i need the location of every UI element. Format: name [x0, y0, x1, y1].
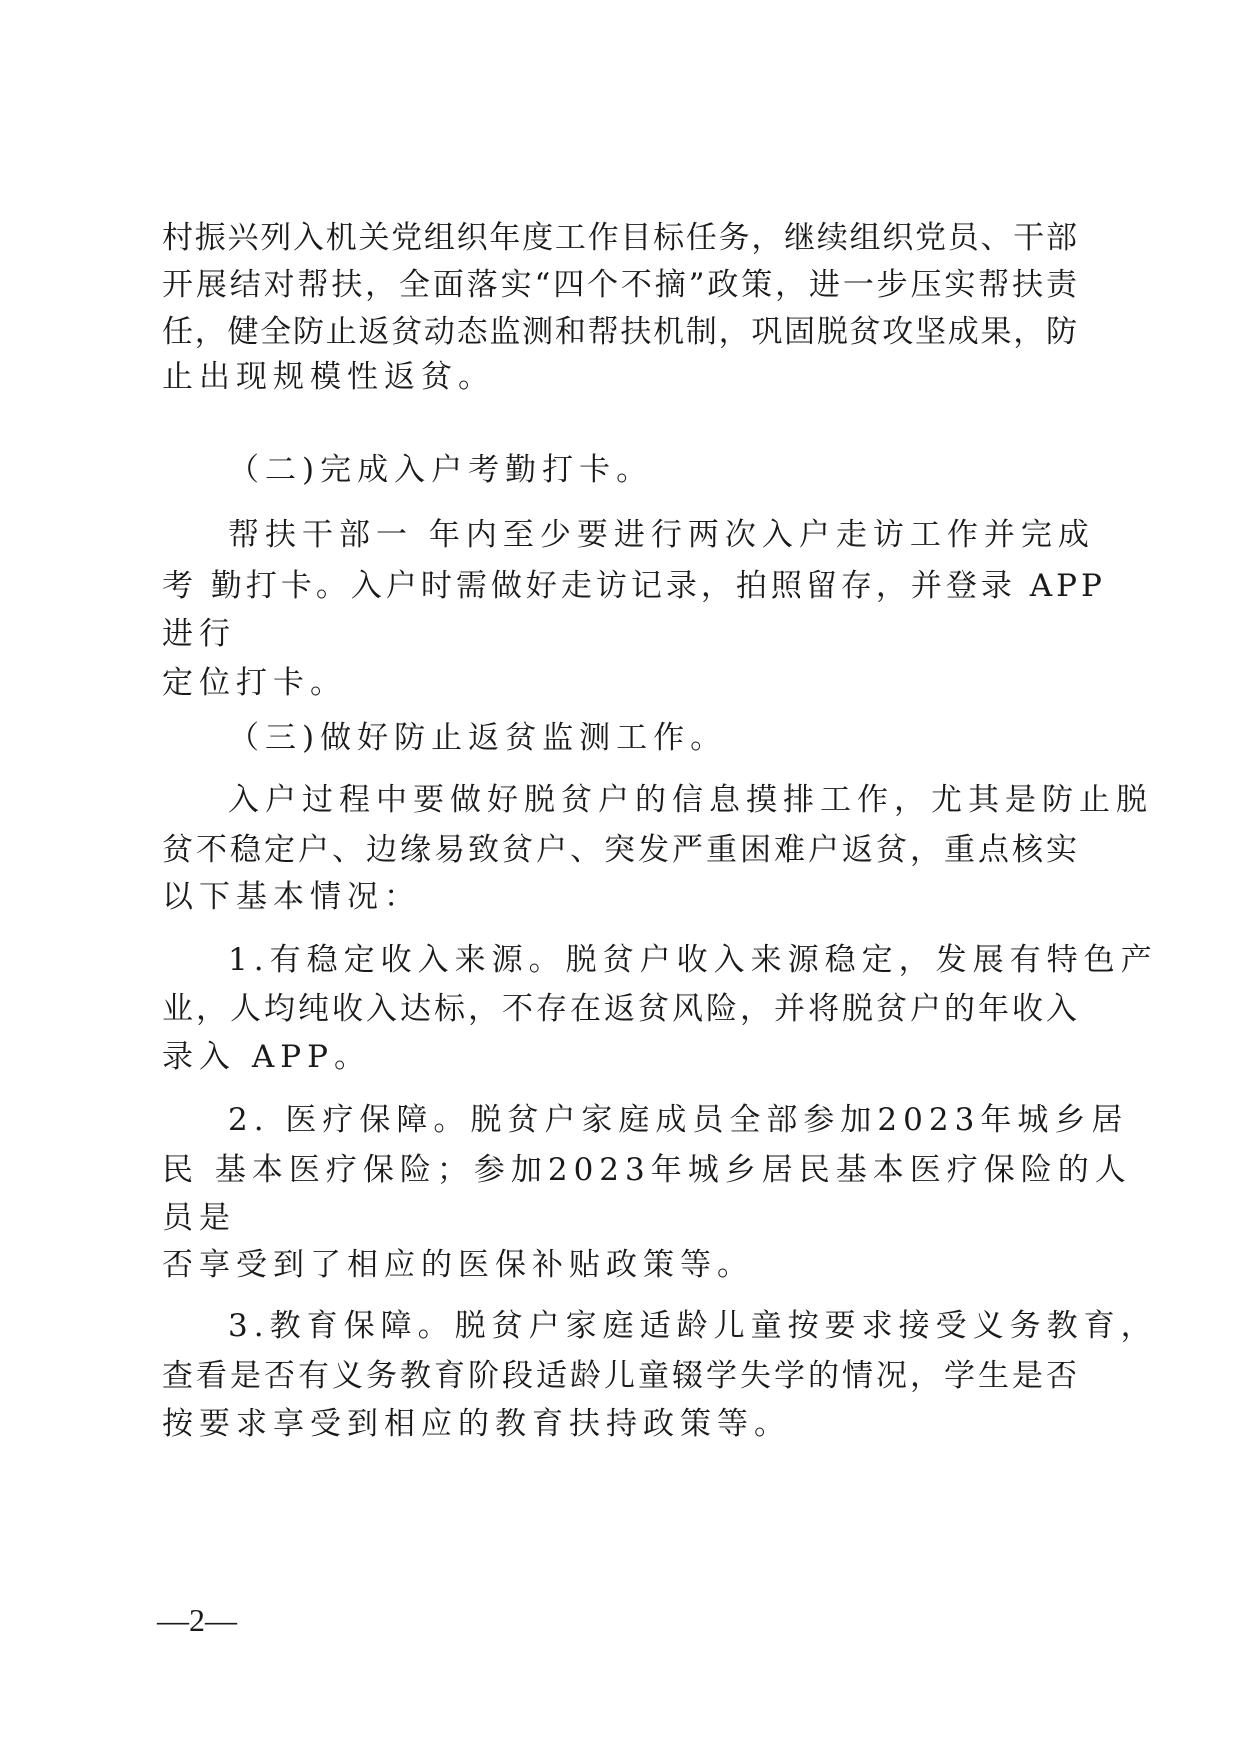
paragraph-line: 考 勤打卡。入户时需做好走访记录，拍照留存，并登录 APP	[162, 568, 1106, 604]
paragraph-line: 止出现规模性返贫。	[162, 359, 495, 395]
paragraph-line: 帮扶干部一 年内至少要进行两次入户走访工作并完成	[228, 517, 1095, 553]
paragraph-line: 贫不稳定户、边缘易致贫户、突发严重困难户返贫，重点核实	[162, 832, 1078, 868]
paragraph-line: 入户过程中要做好脱贫户的信息摸排工作，尤其是防止脱	[228, 782, 1153, 818]
section-heading: （三)做好防止返贫监测工作。	[228, 720, 728, 756]
paragraph-line: 进行	[162, 616, 236, 652]
list-item: 1.有稳定收入来源。脱贫户收入来源稳定，发展有特色产	[228, 942, 1158, 978]
page-number: —2—	[157, 1602, 237, 1638]
paragraph-line: 民 基本医疗保险；参加2023年城乡居民基本医疗保险的人	[162, 1152, 1132, 1188]
paragraph-line: 员是	[162, 1200, 236, 1236]
paragraph-line: 以下基本情况：	[162, 879, 421, 915]
paragraph-line: 村振兴列入机关党组织年度工作目标任务，继续组织党员、干部	[162, 220, 1078, 256]
paragraph-line: 录入 APP。	[162, 1039, 371, 1075]
paragraph-line: 按要求享受到相应的教育扶持政策等。	[162, 1406, 791, 1442]
section-heading: （二)完成入户考勤打卡。	[228, 452, 654, 488]
paragraph-line: 开展结对帮扶，全面落实“四个不摘”政策，进一步压实帮扶责	[162, 267, 1078, 303]
paragraph-line: 否享受到了相应的医保补贴政策等。	[162, 1247, 754, 1283]
paragraph-line: 业，人均纯收入达标，不存在返贫风险，并将脱贫户的年收入	[162, 991, 1078, 1027]
paragraph-line: 定位打卡。	[162, 665, 347, 701]
list-item: 2. 医疗保障。脱贫户家庭成员全部参加2023年城乡居	[228, 1102, 1129, 1138]
paragraph-line: 任，健全防止返贫动态监测和帮扶机制，巩固脱贫攻坚成果，防	[162, 314, 1078, 350]
list-item: 3.教育保障。脱贫户家庭适龄儿童按要求接受义务教育，	[228, 1308, 1158, 1344]
paragraph-line: 查看是否有义务教育阶段适龄儿童辍学失学的情况，学生是否	[162, 1358, 1078, 1394]
